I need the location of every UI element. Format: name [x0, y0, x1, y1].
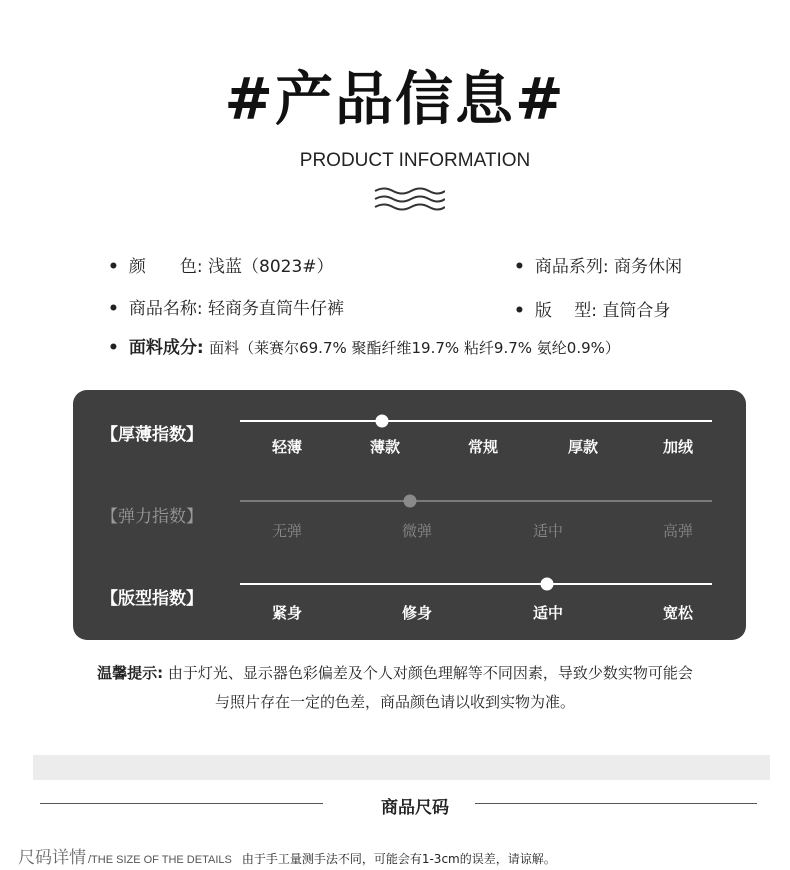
fit-option: 紧身: [271, 604, 303, 622]
elasticity-option: 高弹: [662, 522, 694, 540]
fit-option: 宽松: [662, 604, 694, 622]
bullet: •: [514, 257, 525, 277]
fabric-value: 面料（莱赛尔69.7% 聚酯纤维19.7% 粘纤9.7% 氨纶0.9%）: [209, 339, 620, 357]
size-detail-title: 尺码详情: [18, 848, 86, 868]
info-color: [108, 252, 334, 277]
color-label: 颜 色:: [128, 257, 203, 277]
thickness-option: 加绒: [662, 438, 694, 456]
size-section-title: 商品尺码: [381, 798, 449, 818]
elasticity-option: 微弹: [401, 522, 433, 540]
tip-label: 温馨提示:: [97, 664, 164, 682]
info-fit: [514, 296, 670, 321]
tip-line-2: [0, 691, 790, 712]
tip-text-1: 由于灯光、显示器色彩偏差及个人对颜色理解等不同因素，导致少数实物可能会: [167, 664, 693, 682]
size-detail-english: /THE SIZE OF THE DETAILS: [88, 854, 232, 866]
thickness-option: 厚款: [567, 438, 599, 456]
tip-text-2: 与照片存在一定的色差，商品颜色请以收到实物为准。: [214, 693, 575, 711]
fit-track: [240, 583, 712, 585]
elasticity-track: [240, 500, 712, 502]
thickness-option: 轻薄: [271, 438, 303, 456]
thickness-index-label: 【厚薄指数】: [101, 425, 203, 445]
name-label: 商品名称:: [128, 299, 203, 319]
bullet: •: [514, 301, 525, 321]
series-value: 商务休闲: [614, 257, 683, 277]
bullet: •: [108, 257, 119, 277]
tip-line-1: [0, 662, 790, 683]
thickness-knob: [375, 415, 388, 428]
info-series: [514, 252, 682, 277]
elasticity-knob: [403, 495, 416, 508]
fit-option: 适中: [532, 604, 564, 622]
series-label: 商品系列:: [534, 257, 609, 277]
name-value: 轻商务直筒牛仔裤: [208, 299, 345, 319]
elasticity-index-label: 【弹力指数】: [101, 507, 203, 527]
page-subtitle: PRODUCT INFORMATION: [299, 150, 531, 171]
color-value: 浅蓝（8023#）: [208, 257, 334, 277]
fit-index-label: 【版型指数】: [101, 589, 203, 609]
info-fabric: [108, 333, 620, 358]
thickness-option: 常规: [467, 438, 499, 456]
elasticity-option: 无弹: [271, 522, 303, 540]
index-panel: [73, 390, 746, 640]
bullet: •: [108, 338, 119, 358]
size-detail-note: 由于手工量测手法不同，可能会有1-3cm的误差，请谅解。: [241, 852, 556, 866]
page-title: #产品信息#: [224, 65, 566, 133]
elasticity-option: 适中: [532, 522, 564, 540]
wave-divider-icon: [373, 186, 445, 212]
section-separator-bar: [33, 755, 770, 780]
size-detail-header: [18, 843, 556, 868]
fit-option: 修身: [401, 604, 433, 622]
fabric-label: 面料成分:: [128, 338, 204, 358]
fit-knob: [540, 578, 553, 591]
bullet: •: [108, 299, 119, 319]
thickness-track: [240, 420, 712, 422]
info-name: [108, 294, 344, 319]
thickness-option: 薄款: [369, 438, 401, 456]
fit-label: 版 型:: [534, 301, 598, 321]
size-title-line-right: [475, 803, 757, 804]
fit-value: 直筒合身: [602, 301, 671, 321]
